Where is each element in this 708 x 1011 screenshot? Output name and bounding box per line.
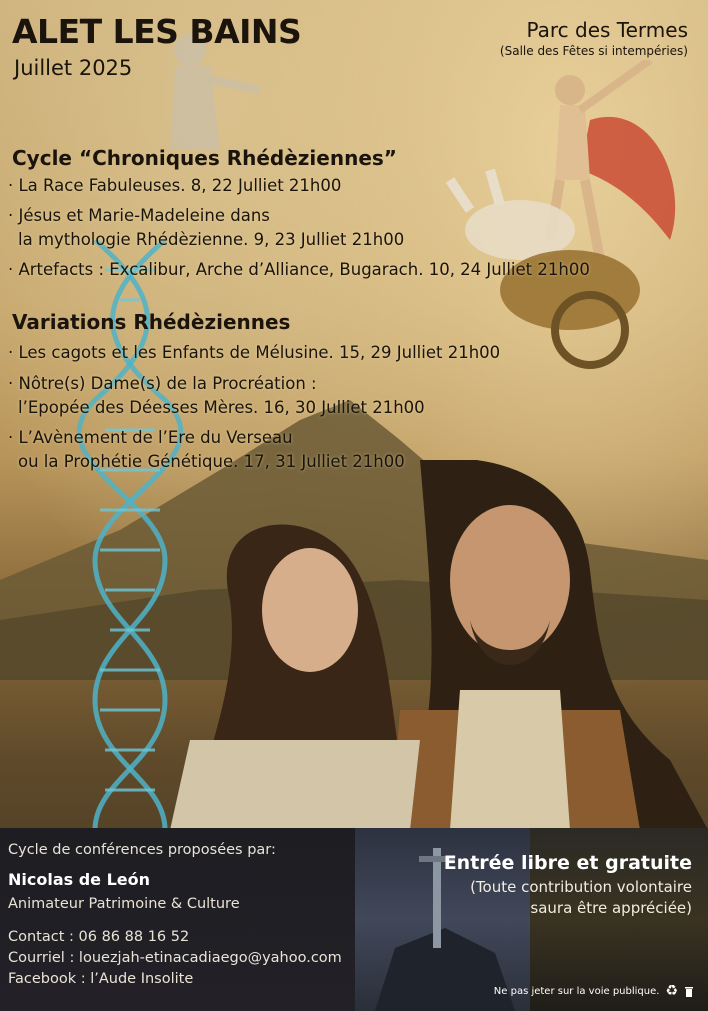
variations-item-1 (8, 341, 500, 365)
event-month: Juillet 2025 (14, 56, 133, 80)
venue-name: Parc des Termes (526, 18, 688, 42)
variations-item-2 (8, 372, 425, 420)
event-title: ALET LES BAINS (12, 12, 302, 51)
proposed-by-label: Cycle de conférences proposées par: (8, 842, 276, 858)
variations-item-3-line1: · L’Avènement de l’Ere du Verseau (8, 428, 293, 447)
speaker-name: Nicolas de León (8, 870, 151, 889)
free-entry-label: Entrée libre et gratuite (443, 852, 692, 874)
contact-email: Courriel : louezjah-etinacadiaego@yahoo.com (8, 950, 342, 966)
trash-icon (684, 985, 694, 997)
cycle-title: Cycle “Chroniques Rhédèziennes” (12, 146, 397, 170)
variations-item-3-line2: ou la Prophétie Génétique. 17, 31 Julliet 21h00 (18, 452, 405, 471)
variations-item-2-line2: l’Epopée des Déesses Mères. 16, 30 Julliet 21h00 (18, 398, 425, 417)
figures-art (170, 460, 708, 830)
footer-band (0, 828, 708, 1011)
variations-title: Variations Rhédèziennes (12, 310, 291, 334)
contact-facebook: Facebook : l’Aude Insolite (8, 971, 194, 987)
cycle-item-2-line2: la mythologie Rhédèzienne. 9, 23 Julliet 21h00 (18, 230, 405, 249)
cycle-item-1-line1: · La Race Fabuleuses. 8, 22 Julliet 21h00 (8, 176, 342, 195)
contribution-line-1: (Toute contribution volontaire (470, 878, 692, 896)
venue-note: (Salle des Fêtes si intempéries) (499, 44, 688, 58)
cycle-item-2 (8, 204, 404, 252)
variations-item-1-line1: · Les cagots et les Enfants de Mélusine. 15, 29 Julliet 21h00 (8, 343, 501, 362)
disposal-notice (494, 983, 694, 999)
variations-item-2-line1: · Nôtre(s) Dame(s) de la Procréation : (8, 374, 317, 393)
cycle-item-3 (8, 258, 590, 282)
disposal-notice-text: Ne pas jeter sur la voie publique. (493, 985, 660, 997)
cycle-item-1 (8, 174, 341, 198)
cycle-item-3-line1: · Artefacts : Excalibur, Arche d’Alliance, Bugarach. 10, 24 Julliet 21h00 (8, 260, 590, 279)
contribution-line-2: saura être appréciée) (530, 899, 692, 917)
venue-block (500, 18, 688, 58)
recycle-icon: ♻ (665, 983, 678, 999)
cycle-item-2-line1: · Jésus et Marie-Madeleine dans (8, 206, 270, 225)
speaker-role: Animateur Patrimoine & Culture (8, 896, 240, 912)
contribution-note (470, 877, 692, 919)
contact-phone: Contact : 06 86 88 16 52 (8, 929, 190, 945)
variations-item-3 (8, 426, 405, 474)
